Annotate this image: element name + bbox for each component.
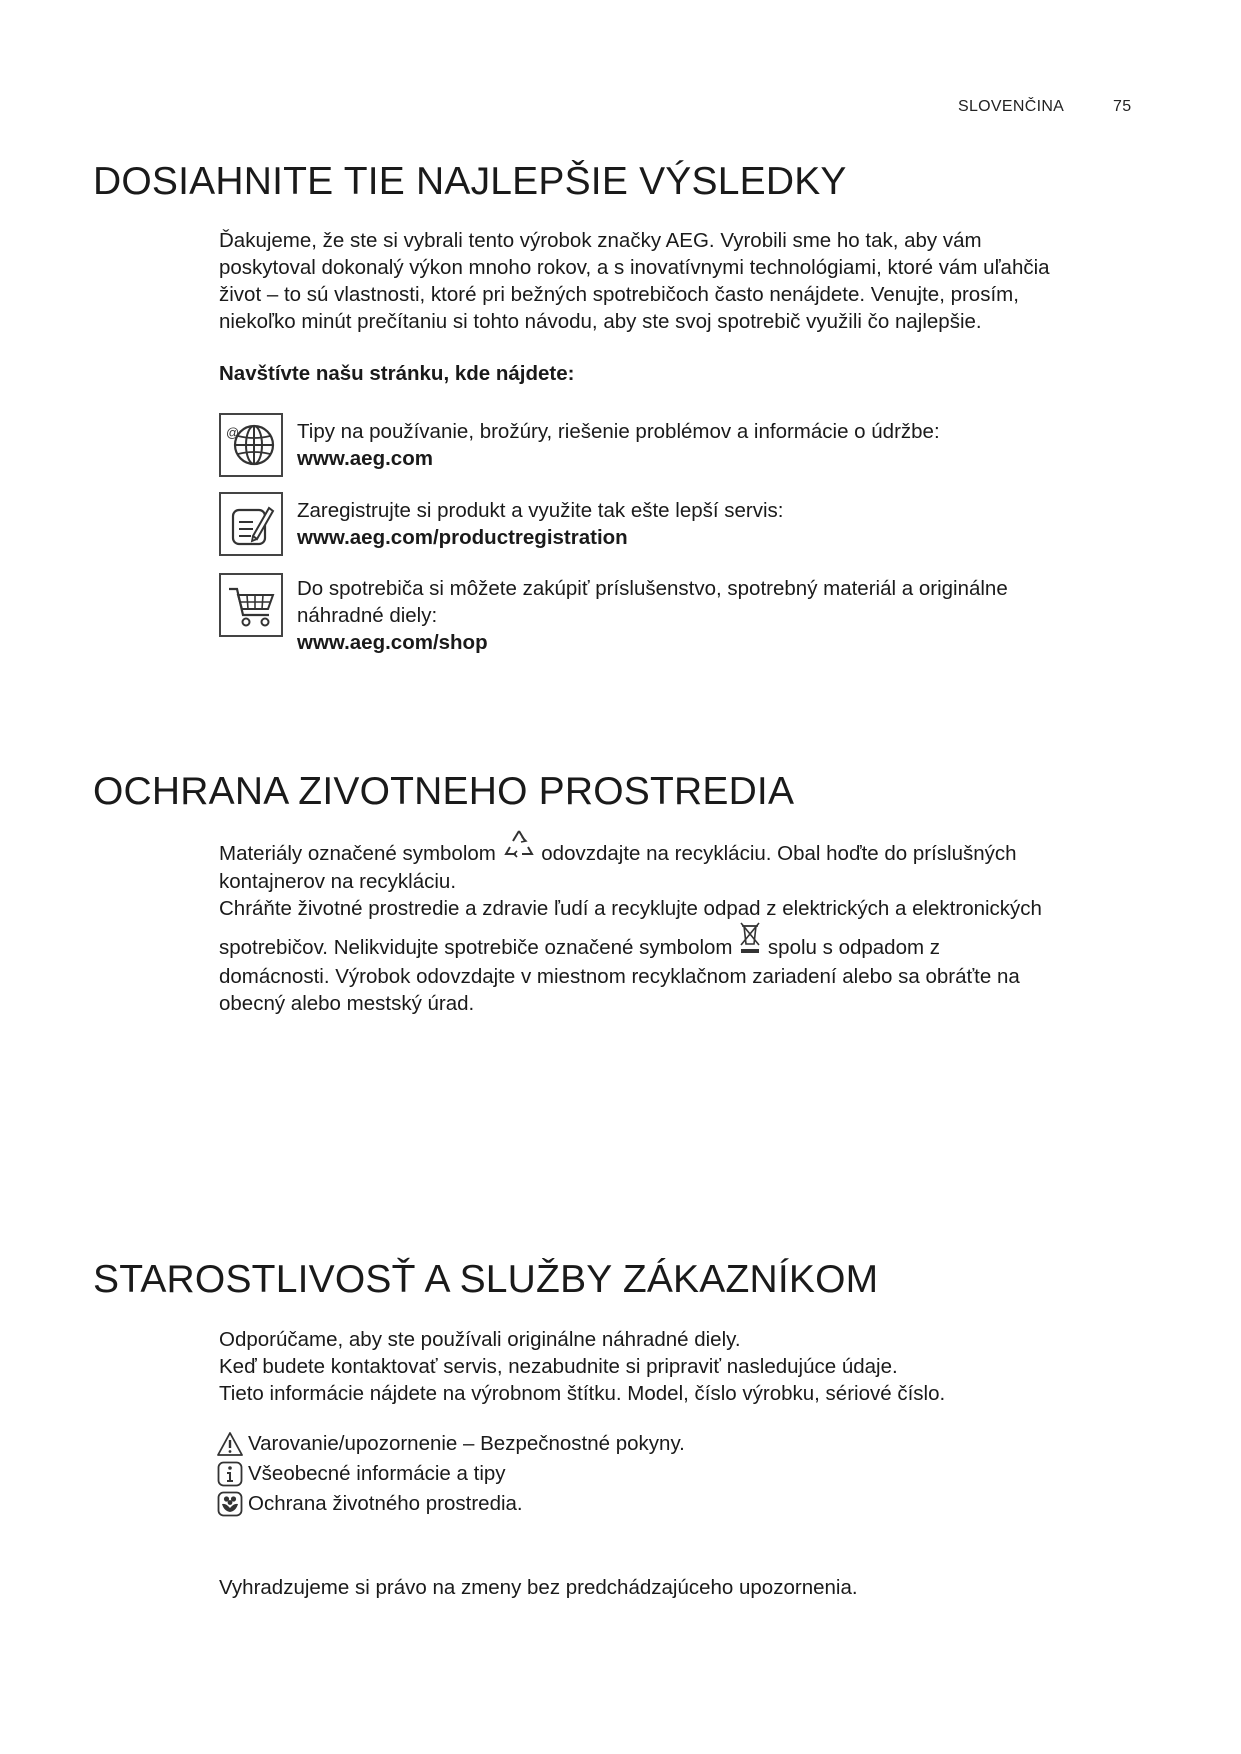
care-paragraph [219, 1326, 945, 1407]
registration-icon [219, 492, 283, 556]
legend-info-label: Všeobecné informácie a tipy [248, 1462, 506, 1485]
environment-paragraph [219, 840, 1179, 1017]
item-shop-text: náhradné diely: [297, 604, 438, 627]
legend-environment [217, 1490, 523, 1517]
env-text: obecný alebo mestský úrad. [219, 992, 475, 1016]
footer-note: Vyhradzujeme si právo na zmeny bez predchádzajúceho upozornenia. [219, 1576, 858, 1599]
legend-warning [217, 1430, 685, 1457]
legend-environment-label: Ochrana životného prostredia. [248, 1492, 523, 1515]
legend-warning-label: Varovanie/upozornenie – Bezpečnostné pokyny. [248, 1432, 685, 1455]
item-shop [297, 575, 1177, 656]
intro-line: poskytoval dokonalý výkon mnoho rokov, a s inovatívnymi technológiami, ktoré vám uľahčia [219, 256, 1050, 279]
item-tips [297, 418, 1177, 472]
section-title-customer-care: STAROSTLIVOSŤ A SLUŽBY ZÁKAZNÍKOM [93, 1258, 879, 1301]
intro-line: Ďakujeme, že ste si vybrali tento výrobok značky AEG. Vyrobili sme ho tak, aby vám [219, 229, 982, 252]
intro-paragraph [219, 227, 1050, 335]
item-tips-text: Tipy na používanie, brožúry, riešenie problémov a informácie o údržbe: [297, 420, 940, 443]
environment-icon [217, 1491, 243, 1517]
header-language: SLOVENČINA [958, 98, 1065, 115]
item-shop-text: Do spotrebiča si môžete zakúpiť príslušenstvo, spotrebný materiál a originálne [297, 577, 1008, 600]
env-text: Materiály označené symbolom [219, 842, 496, 865]
item-registration-text: Zaregistrujte si produkt a využite tak ešte lepší servis: [297, 499, 784, 522]
globe-icon [219, 413, 283, 477]
info-icon [217, 1461, 243, 1487]
legend-info [217, 1460, 506, 1487]
shopping-cart-icon [219, 573, 283, 637]
warning-icon [217, 1431, 243, 1457]
env-text: kontajnerov na recykláciu. [219, 870, 457, 894]
section-title-environment: OCHRANA ZIVOTNEHO PROSTREDIA [93, 770, 795, 813]
intro-line: život – to sú vlastnosti, ktoré pri bežných spotrebičoch často nenájdete. Venujte, prosím, [219, 283, 1019, 306]
intro-line: niekoľko minút prečítaniu si tohto návodu, aby ste svoj spotrebič využili čo najlepšie. [219, 310, 982, 333]
crossed-bin-icon [738, 934, 762, 963]
care-line: Odporúčame, aby ste používali originálne náhradné diely. [219, 1328, 741, 1351]
env-text: domácnosti. Výrobok odovzdajte v miestnom recyklačnom zariadení alebo sa obráťte na [219, 965, 1020, 989]
item-registration [297, 497, 1177, 551]
link-product-registration[interactable]: www.aeg.com/productregistration [297, 526, 628, 549]
env-text: Chráňte životné prostredie a zdravie ľudí a recyklujte odpad z elektrických a elektronických [219, 897, 1042, 921]
section-title-best-results: DOSIAHNITE TIE NAJLEPŠIE VÝSLEDKY [93, 160, 847, 203]
env-text: odovzdajte na recykláciu. Obal hoďte do príslušných [541, 842, 1017, 865]
svg-text:@: @ [226, 425, 240, 440]
env-text: spotrebičov. Nelikvidujte spotrebiče označené symbolom [219, 936, 733, 960]
page-number: 75 [1113, 98, 1132, 115]
recycle-icon [502, 841, 536, 868]
care-line: Tieto informácie nájdete na výrobnom štítku. Model, číslo výrobku, sériové číslo. [219, 1382, 946, 1405]
link-aeg-shop[interactable]: www.aeg.com/shop [297, 631, 488, 654]
env-text: spolu s odpadom z [767, 936, 940, 960]
care-line: Keď budete kontaktovať servis, nezabudnite si pripraviť nasledujúce údaje. [219, 1355, 898, 1378]
link-aeg-com[interactable]: www.aeg.com [297, 447, 433, 470]
visit-heading: Navštívte našu stránku, kde nájdete: [219, 362, 575, 385]
